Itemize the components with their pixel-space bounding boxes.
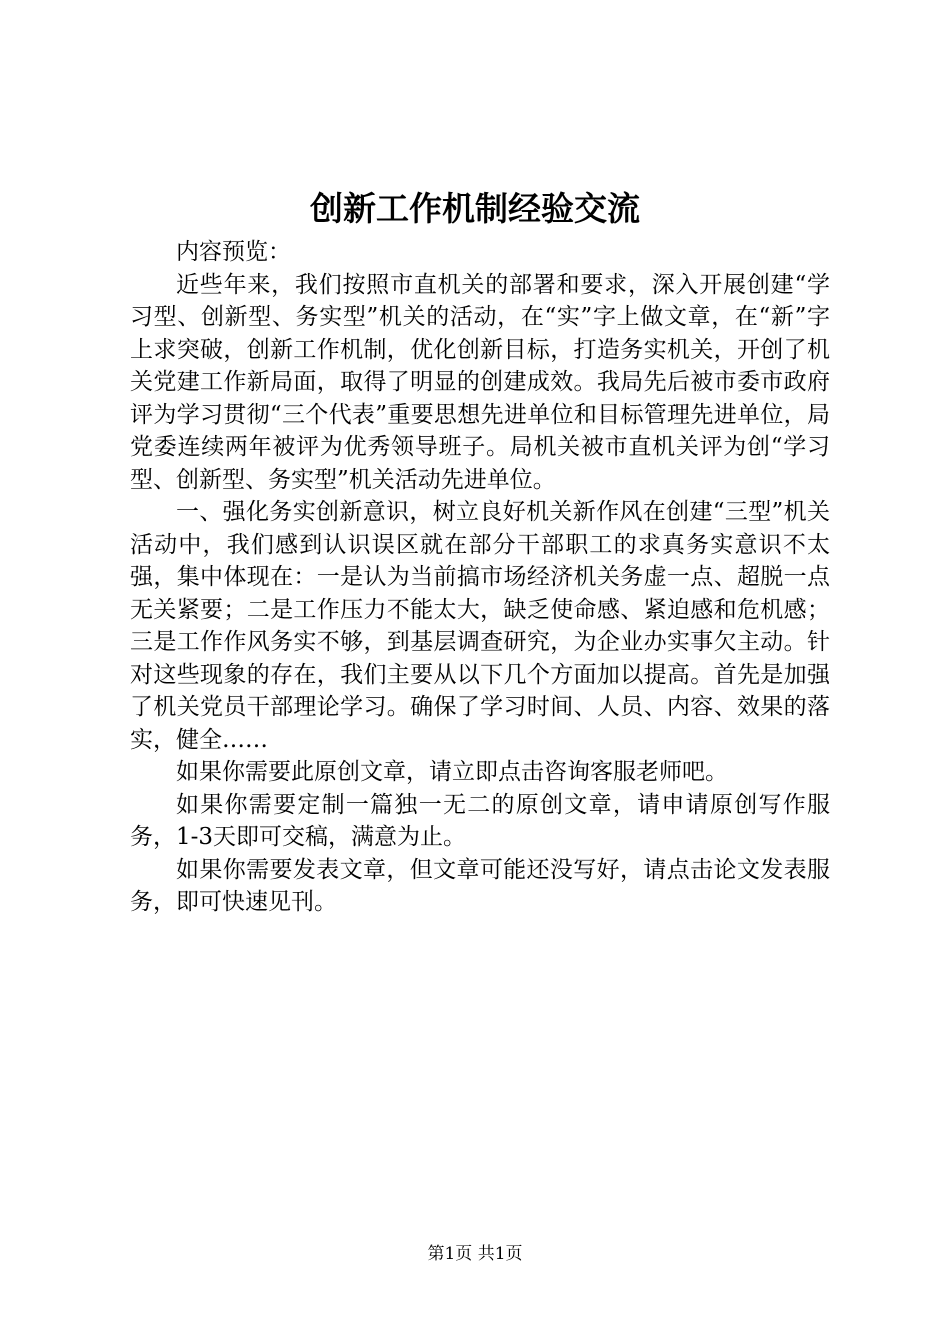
publication-service-note: 如果你需要发表文章，但文章可能还没写好，请点击论文发表服务，即可快速见刊。 bbox=[130, 856, 830, 915]
preview-label: 内容预览： bbox=[176, 239, 291, 265]
custom-writing-note: 如果你需要定制一篇独一无二的原创文章，请申请原创写作服务，1-3天即可交稿，满意为止。 bbox=[130, 791, 830, 850]
body-paragraph: 一、强化务实创新意识，树立良好机关新作风在创建“三型”机关活动中，我们感到认识误区就在部分干部职工的求真务实意识不太强，集中体现在：一是认为当前搞市场经济机关务虚一点、超脱一点无关紧要；二是工作压力不能太大，缺乏使命感、紧迫感和危机感；三是工作作风务实不够，到基层调查研究，为企业办实事欠主动。针对这些现象的存在，我们主要从以下几个方面加以提高。首先是加强了机关党员干部理论学习。确保了学习时间、人员、内容、效果的落实，健全…… bbox=[130, 499, 830, 753]
document-body bbox=[130, 236, 830, 919]
page-number-footer: 第1页 共1页 bbox=[427, 1244, 523, 1264]
document-title: 创新工作机制经验交流 bbox=[310, 189, 640, 228]
consult-service-note: 如果你需要此原创文章，请立即点击咨询客服老师吧。 bbox=[176, 759, 728, 785]
body-paragraph: 近些年来，我们按照市直机关的部署和要求，深入开展创建“学习型、创新型、务实型”机关的活动，在“实”字上做文章，在“新”字上求突破，创新工作机制，优化创新目标，打造务实机关，开创了机关党建工作新局面，取得了明显的创建成效。我局先后被市委市政府评为学习贯彻“三个代表”重要思想先进单位和目标管理先进单位，局党委连续两年被评为优秀领导班子。局机关被市直机关评为创“学习型、创新型、务实型”机关活动先进单位。 bbox=[130, 271, 830, 493]
